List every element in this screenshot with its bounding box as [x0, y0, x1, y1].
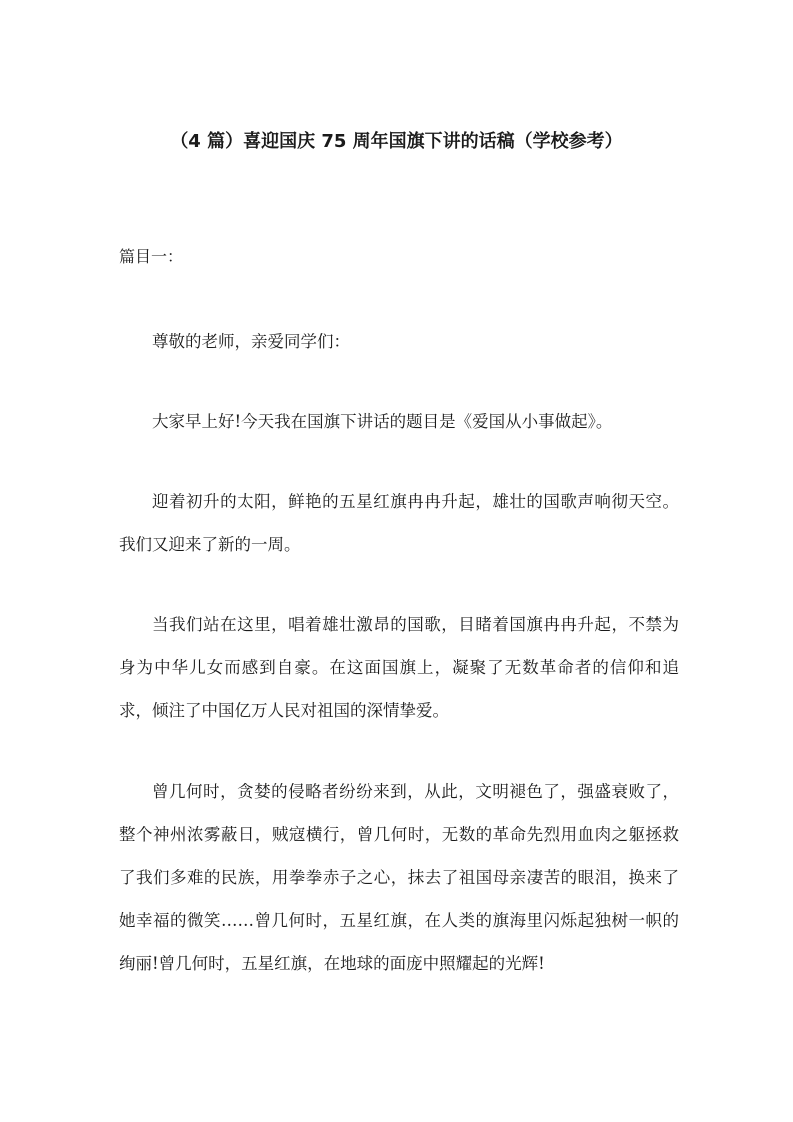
paragraph-pride: 当我们站在这里，唱着雄壮激昂的国歌，目睹着国旗冉冉升起，不禁为身为中华儿女而感到自豪。在这面国旗上，凝聚了无数革命者的信仰和追求，倾注了中国亿万人民对祖国的深情挚爱。 — [119, 615, 679, 720]
paragraph-flag-rising: 迎着初升的太阳，鲜艳的五星红旗冉冉升起，雄壮的国歌声响彻天空。我们又迎来了新的一周。 — [119, 492, 679, 554]
section-label: 篇目一： — [119, 247, 184, 266]
paragraph-salutation: 尊敬的老师，亲爱同学们： — [152, 332, 350, 351]
document-title: （4 篇）喜迎国庆 75 周年国旗下讲的话稿（学校参考） — [170, 131, 623, 152]
paragraph-history: 曾几何时，贪婪的侵略者纷纷来到，从此，文明褪色了，强盛衰败了，整个神州浓雾蔽日，贼寇横行，曾几何时，无数的革命先烈用血肉之躯拯救了我们多难的民族，用拳拳赤子之心，抹去了祖国母亲凄苦的眼泪，换来了她幸福的微笑……曾几何时，五星红旗，在人类的旗海里闪烁起独树一帜的绚丽!曾几何时，五星红旗，在地球的面庞中照耀起的光辉! — [119, 782, 679, 973]
paragraph-greeting: 大家早上好!今天我在国旗下讲话的题目是《爱国从小事做起》。 — [152, 412, 613, 431]
